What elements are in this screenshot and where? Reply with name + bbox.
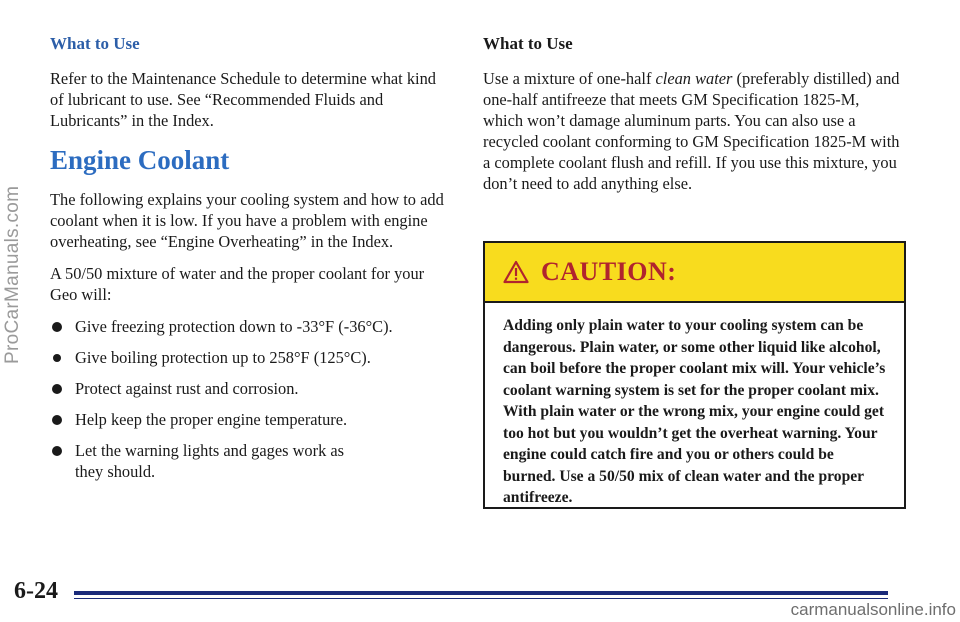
intro-paragraph: The following explains your cooling system and how to add coolant when it is low. If you have a problem with engine overheating, see “Engine Overheating” in the Index. [50,190,444,251]
caution-banner [485,243,904,303]
list-item [50,440,365,482]
caution-box [483,241,906,509]
mixture-paragraph: A 50/50 mixture of water and the proper coolant for your Geo will: [50,264,425,304]
page-number: 6-24 [14,578,58,604]
footer-rule-thin [74,598,888,599]
coolant-mixture-paragraph [483,68,903,194]
bullet-icon [53,354,61,362]
clean-water-emphasis: clean water [655,69,733,88]
list-item [50,316,450,337]
list-item [50,409,450,430]
bullet-icon [52,446,62,456]
bullet-icon [52,322,62,332]
what-to-use-heading-left: What to Use [50,34,140,53]
list-item-text: Give boiling protection up to 258°F (125°C). [75,348,371,367]
caution-title: CAUTION: [541,257,677,286]
right-column [483,34,903,205]
list-item [50,347,450,368]
maintenance-paragraph: Refer to the Maintenance Schedule to determine what kind of lubricant to use. See “Recommended Fluids and Lubricants” in the Index. [50,69,436,130]
list-item-text: Protect against rust and corrosion. [75,379,299,398]
caution-text: Adding only plain water to your cooling system can be dangerous. Plain water, or some other liquid like alcohol, can boil before the proper coolant mix will. Your vehicle’s coolant warning system is set for the proper coolant mix. With plain water or the wrong mix, your engine could get too hot but you wouldn’t get the overheat warning. Your engine could catch fire and you or others could be burned. Use a 50/50 mix of clean water and the proper antifreeze. [503,317,886,506]
warning-triangle-icon [503,260,529,284]
footer-rule [74,591,888,595]
left-column [50,34,450,492]
mixture-text-start: Use a mixture of one-half [483,69,656,88]
benefits-list [50,316,450,482]
list-item-text: Give freezing protection down to -33°F (-36°C). [75,317,393,336]
list-item-text: Help keep the proper engine temperature. [75,410,348,429]
what-to-use-heading-right: What to Use [483,34,573,53]
side-watermark: ProCarManuals.com [2,185,23,365]
footer-watermark: carmanualsonline.info [790,600,956,619]
list-item [50,378,450,399]
section-title-engine-coolant: Engine Coolant [50,145,230,175]
mixture-text-end: (preferably distilled) and one-half antifreeze that meets GM Specification 1825-M, which won’t damage aluminum parts. You can also use a recycled coolant conforming to GM Specification 1825-M with a complete coolant flush and refill. If you use this mixture, you don’t need to add anything else. [483,69,900,193]
list-item-text: Let the warning lights and gages work as they should. [75,441,345,481]
bullet-icon [52,384,62,394]
bullet-icon [52,415,62,425]
